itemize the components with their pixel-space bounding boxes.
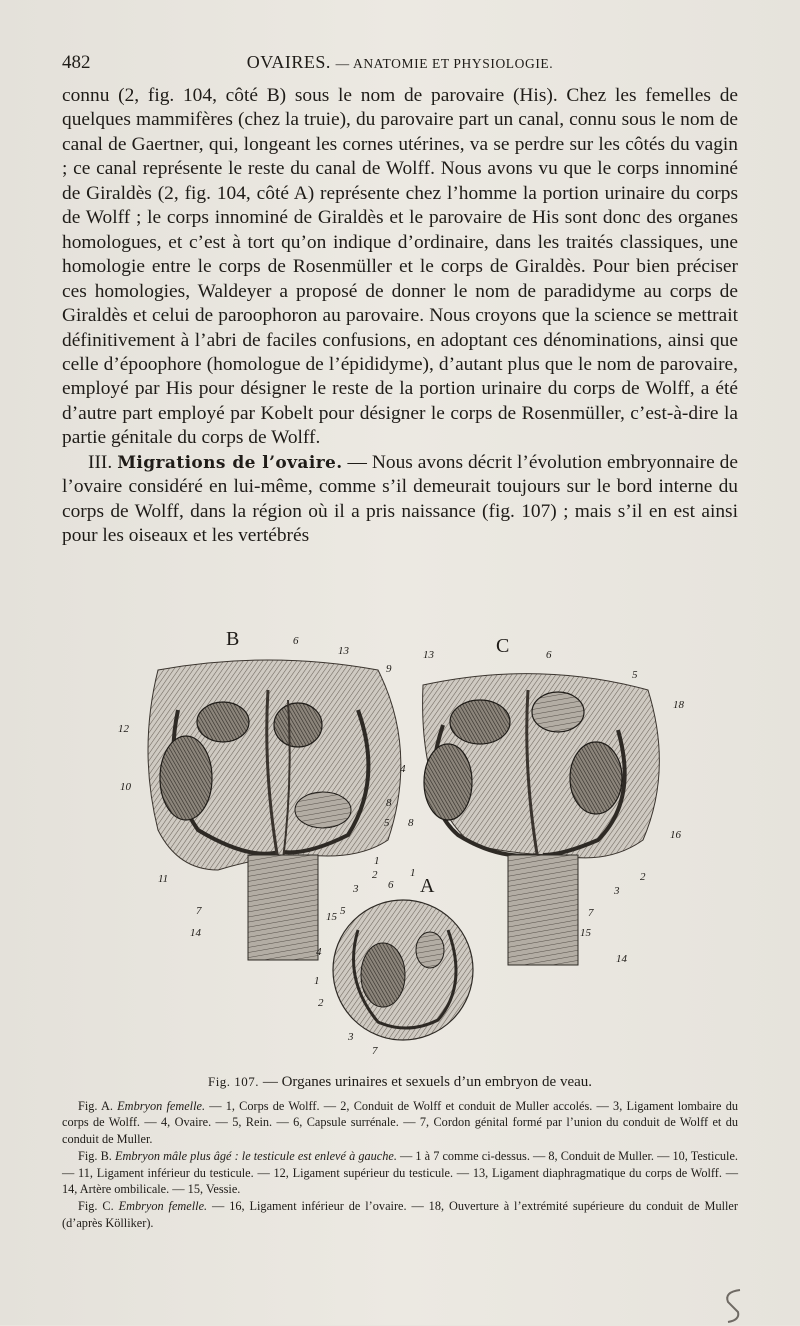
page-number: 482 xyxy=(62,52,91,73)
pencil-mark-icon xyxy=(718,1286,750,1326)
legend-c-sub: Embryon femelle. xyxy=(118,1199,208,1214)
label-c-15: 15 xyxy=(580,927,591,939)
label-c-13: 13 xyxy=(423,649,434,661)
figure-legend xyxy=(62,1098,738,1232)
legend-b-head: Fig. B. xyxy=(78,1149,112,1164)
figure-letter-c: C xyxy=(496,635,510,657)
figure-107-illustration xyxy=(118,628,684,1060)
section-title: Migrations de l’ovaire. xyxy=(117,452,343,473)
label-a-1: 1 xyxy=(314,975,320,987)
label-b-14: 14 xyxy=(190,927,201,939)
label-c-16: 16 xyxy=(670,829,681,841)
legend-c-head: Fig. C. xyxy=(78,1199,114,1214)
label-b-3: 3 xyxy=(353,883,359,895)
legend-fig-b xyxy=(62,1148,738,1197)
label-a-4: 4 xyxy=(316,946,322,958)
legend-a-head: Fig. A. xyxy=(78,1099,113,1113)
legend-fig-a xyxy=(62,1098,738,1147)
body-text xyxy=(62,84,738,549)
figure-letter-a: A xyxy=(420,875,435,897)
label-a-2: 2 xyxy=(318,997,324,1009)
legend-c-text: — 16, Ligament inférieur de l’ovaire. — 18, Ouverture à l’extrémité supérieure du conduit de Muller (d’après Kölliker). xyxy=(62,1199,738,1230)
label-c-8: 8 xyxy=(408,817,414,829)
label-b-12: 12 xyxy=(118,723,129,735)
label-c-5: 5 xyxy=(632,669,638,681)
label-b-10: 10 xyxy=(120,781,131,793)
label-b-2: 2 xyxy=(372,869,378,881)
label-c-3: 3 xyxy=(614,885,620,897)
paragraph-1: connu (2, fig. 104, côté B) sous le nom de parovaire (His). Chez les femelles de quelques mammifères (chez la truie), du parovaire part un canal, connu sous le nom de canal de Gaertner, qui, longeant les cornes utérines, va se perdre sur les côtés du vagin ; ce canal représente le reste du canal de Wolff. Nous avons vu que le corps innominé de Giraldès (2, fig. 104, côté A) représente chez l’homme la portion urinaire du corps de Wolff ; le corps innominé de Giraldès et le parovaire de His sont donc des organes homologues, et c’est à tort qu’on indique d’ordinaire, dans les traités classiques, une homologie entre le corps de Rosenmüller et le corps de Giraldès. Pour bien préciser ces homologies, Waldeyer a proposé de donner le nom de paradidyme au corps de Giraldès et celui de paroophoron au parovaire. Nous croyons que la science se mettrait définitivement à l’abri de faciles confusions, en adoptant ces dénominations, ainsi que celle d’époophore (homologue de l’épididyme), d’autant plus que le nom de parovaire, employé par His pour désigner le reste de la portion urinaire du corps de Wolff, a été d’autre part employé par Kobelt pour désigner le corps de Rosenmüller, c’est-à-dire la partie génitale du corps de Wolff. xyxy=(62,85,738,449)
figure-caption xyxy=(62,1074,738,1091)
page-header xyxy=(62,48,738,78)
legend-a-sub: Embryon femelle. xyxy=(117,1099,206,1113)
section-number: III. xyxy=(88,451,113,473)
paragraph-2 xyxy=(62,451,738,549)
anatomical-engraving xyxy=(118,628,684,1060)
label-a-5: 5 xyxy=(340,905,346,917)
label-b-1: 1 xyxy=(374,855,380,867)
label-b-7: 7 xyxy=(196,905,202,917)
label-c-4: 4 xyxy=(400,763,406,775)
running-head-main: OVAIRES. xyxy=(246,52,331,72)
label-c-14: 14 xyxy=(616,953,627,965)
label-b-15: 15 xyxy=(326,911,337,923)
panel-c xyxy=(423,674,660,965)
label-b-13: 13 xyxy=(338,645,349,657)
label-c-7: 7 xyxy=(588,907,594,919)
running-head-sub: — ANATOMIE ET PHYSIOLOGIE. xyxy=(335,56,554,71)
figure-caption-label: Fig. 107. xyxy=(207,1074,260,1089)
label-b-9: 9 xyxy=(386,663,392,675)
label-c-1: 1 xyxy=(410,867,416,879)
legend-b-sub: Embryon mâle plus âgé : le testicule est enlevé à gauche. xyxy=(114,1149,397,1164)
label-a-3: 3 xyxy=(348,1031,354,1043)
label-c-18: 18 xyxy=(673,699,684,711)
paragraph-2-text: — Nous avons décrit l’évolution embryonnaire de l’ovaire considéré en lui-même, comme s’il demeurait toujours sur le bord interne du corps de Wolff, dans la région où il a pris naissance (fig. 107) ; mais s’il en est ainsi pour les oiseaux et les vertébrés xyxy=(62,451,738,547)
label-b-11: 11 xyxy=(158,873,169,885)
running-head xyxy=(62,52,738,73)
label-a-7: 7 xyxy=(372,1045,378,1057)
label-b-8: 8 xyxy=(386,797,392,809)
figure-caption-title: — Organes urinaires et sexuels d’un embryon de veau. xyxy=(262,1074,593,1090)
label-b-6: 6 xyxy=(293,635,299,647)
label-b-5: 5 xyxy=(384,817,390,829)
legend-a-text: — 1, Corps de Wolff. — 2, Conduit de Wolff et conduit de Muller accolés. — 3, Ligament lombaire du corps de Wolff. — 4, Ovaire. — 5, Rein. — 6, Capsule surrénale. — 7, Cordon génital formé par l’union du conduit de Wolff et du conduit de Muller. xyxy=(62,1099,739,1146)
figure-letter-b: B xyxy=(226,628,240,650)
legend-fig-c xyxy=(62,1198,738,1231)
panel-a xyxy=(333,900,473,1040)
label-c-2: 2 xyxy=(640,871,646,883)
legend-b-text: — 1 à 7 comme ci-dessus. — 8, Conduit de Muller. — 10, Testicule. — 11, Ligament inférieur du testicule. — 12, Ligament supérieur du testicule. — 13, Ligament diaphragmatique du corps de Wolff. — 14, Artère ombilicale. — 15, Vessie. xyxy=(62,1149,739,1197)
label-a-6: 6 xyxy=(388,879,394,891)
label-c-6: 6 xyxy=(546,649,552,661)
